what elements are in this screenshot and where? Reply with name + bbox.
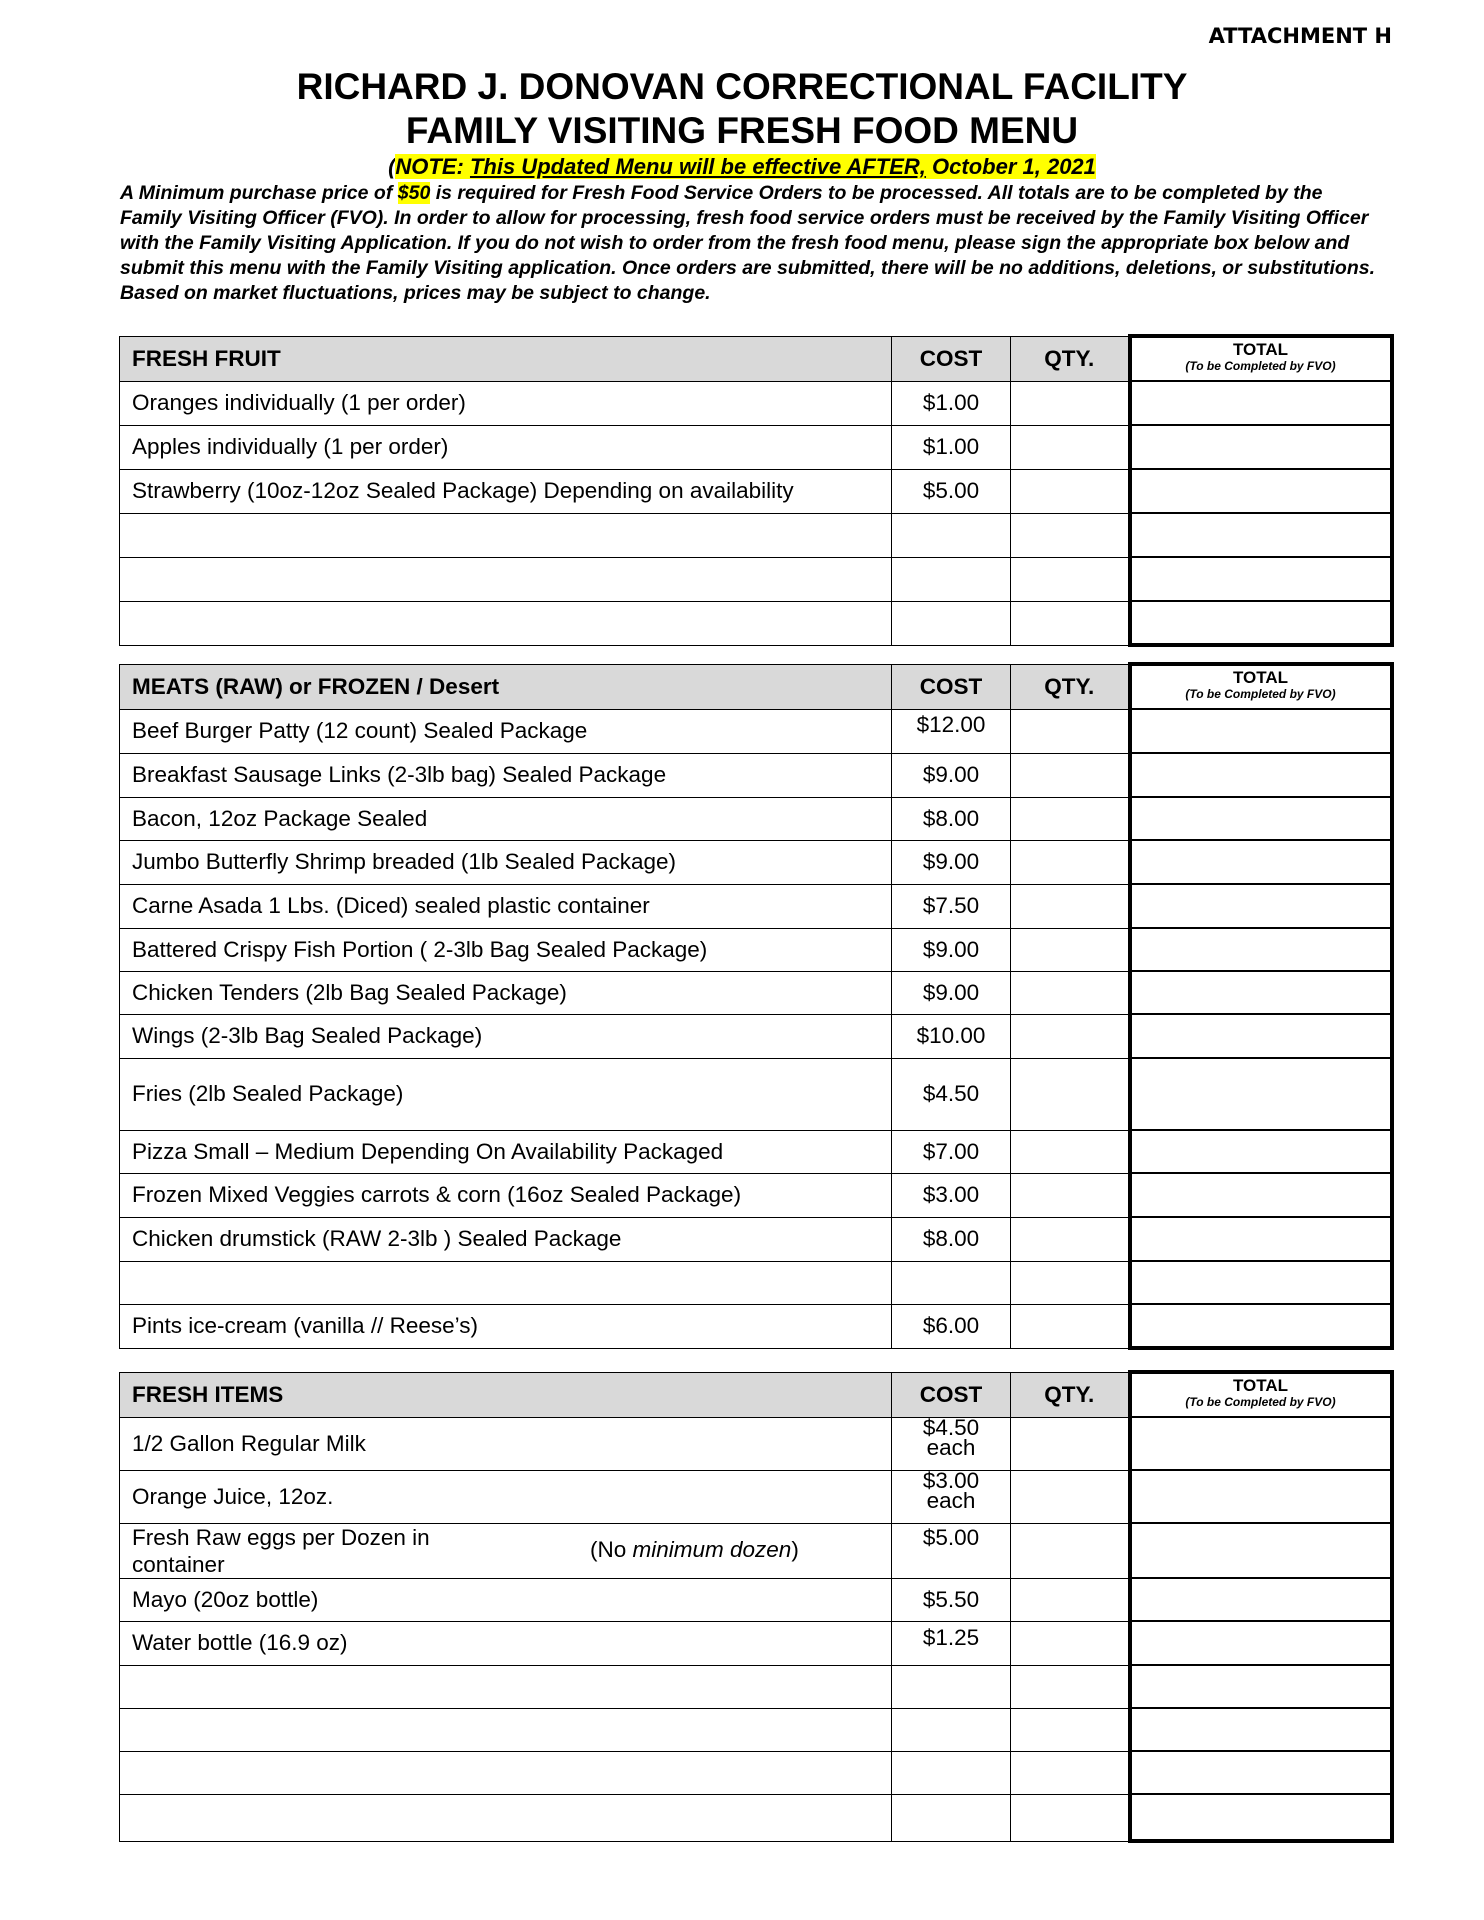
total-field[interactable] bbox=[1130, 425, 1392, 469]
table-row bbox=[120, 1217, 1392, 1261]
item-cost: $5.00 bbox=[892, 1523, 1011, 1578]
total-field[interactable] bbox=[1130, 1621, 1392, 1665]
total-field[interactable] bbox=[1130, 1130, 1392, 1173]
item-name: Carne Asada 1 Lbs. (Diced) sealed plastic container bbox=[120, 884, 892, 928]
table-row bbox=[120, 753, 1392, 797]
section-heading: MEATS (RAW) or FROZEN / Desert bbox=[120, 664, 892, 709]
qty-field[interactable] bbox=[1011, 1130, 1130, 1173]
table-row bbox=[120, 469, 1392, 513]
item-name: Strawberry (10oz-12oz Sealed Package) Depending on availability bbox=[120, 469, 892, 513]
facility-title: RICHARD J. DONOVAN CORRECTIONAL FACILITY bbox=[296, 66, 1188, 107]
total-field[interactable] bbox=[1130, 753, 1392, 797]
qty-field[interactable] bbox=[1011, 1523, 1130, 1578]
item-cost: $8.00 bbox=[892, 1217, 1011, 1261]
total-column-header: TOTAL (To be Completed by FVO) bbox=[1130, 1372, 1392, 1417]
total-field[interactable] bbox=[1130, 1470, 1392, 1523]
item-cost: $6.00 bbox=[892, 1304, 1011, 1348]
item-cost: $3.00 each bbox=[892, 1470, 1011, 1523]
item-name: Water bottle (16.9 oz) bbox=[120, 1621, 892, 1665]
qty-field[interactable] bbox=[1011, 884, 1130, 928]
item-cost: $5.50 bbox=[892, 1578, 1011, 1621]
item-name: Breakfast Sausage Links (2-3lb bag) Sealed Package bbox=[120, 753, 892, 797]
table-row bbox=[120, 425, 1392, 469]
item-name: Bacon, 12oz Package Sealed bbox=[120, 797, 892, 840]
qty-field[interactable] bbox=[1011, 797, 1130, 840]
total-field[interactable] bbox=[1130, 1578, 1392, 1621]
qty-field[interactable] bbox=[1011, 928, 1130, 971]
total-field[interactable] bbox=[1130, 1523, 1392, 1578]
qty-field[interactable] bbox=[1011, 709, 1130, 753]
table-row bbox=[120, 1578, 1392, 1621]
qty-field[interactable] bbox=[1011, 1217, 1130, 1261]
empty-row bbox=[120, 513, 1392, 557]
item-cost: $7.00 bbox=[892, 1130, 1011, 1173]
item-name: Oranges individually (1 per order) bbox=[120, 381, 892, 425]
item-cost: $5.00 bbox=[892, 469, 1011, 513]
section-heading: FRESH ITEMS bbox=[120, 1372, 892, 1417]
cost-column-header: COST bbox=[892, 336, 1011, 381]
qty-field[interactable] bbox=[1011, 971, 1130, 1014]
item-cost: $3.00 bbox=[892, 1173, 1011, 1217]
qty-field[interactable] bbox=[1011, 557, 1130, 601]
total-field[interactable] bbox=[1130, 1058, 1392, 1130]
table-row bbox=[120, 928, 1392, 971]
table-header-row bbox=[120, 1372, 1392, 1417]
table-row bbox=[120, 840, 1392, 884]
egg-minimum-note: (No minimum dozen) bbox=[590, 1536, 799, 1562]
item-cost: $4.50 bbox=[892, 1058, 1011, 1130]
empty-row bbox=[120, 601, 1392, 645]
qty-field[interactable] bbox=[1011, 1261, 1130, 1304]
table-row bbox=[120, 1014, 1392, 1058]
meats-frozen-table bbox=[119, 662, 1394, 1350]
total-field[interactable] bbox=[1130, 557, 1392, 601]
table-row bbox=[120, 709, 1392, 753]
total-field[interactable] bbox=[1130, 1751, 1392, 1794]
item-name: Apples individually (1 per order) bbox=[120, 425, 892, 469]
item-name: Pints ice-cream (vanilla // Reese’s) bbox=[120, 1304, 892, 1348]
qty-field[interactable] bbox=[1011, 601, 1130, 645]
qty-field[interactable] bbox=[1011, 1014, 1130, 1058]
item-cost: $1.25 bbox=[892, 1621, 1011, 1665]
item-cost: $9.00 bbox=[892, 928, 1011, 971]
item-cost: $8.00 bbox=[892, 797, 1011, 840]
qty-field[interactable] bbox=[1011, 1794, 1130, 1841]
attachment-label: ATTACHMENT H bbox=[1208, 24, 1392, 48]
total-field[interactable] bbox=[1130, 971, 1392, 1014]
table-row bbox=[120, 971, 1392, 1014]
qty-field[interactable] bbox=[1011, 1578, 1130, 1621]
item-cost: $12.00 bbox=[892, 709, 1011, 753]
qty-field[interactable] bbox=[1011, 1304, 1130, 1348]
total-field[interactable] bbox=[1130, 469, 1392, 513]
item-name: Jumbo Butterfly Shrimp breaded (1lb Sealed Package) bbox=[120, 840, 892, 884]
table-row bbox=[120, 797, 1392, 840]
table-header-row bbox=[120, 336, 1392, 381]
cost-column-header: COST bbox=[892, 664, 1011, 709]
table-row bbox=[120, 381, 1392, 425]
table-row bbox=[120, 1523, 1392, 1578]
table-row bbox=[120, 1304, 1392, 1348]
item-cost: $4.50 each bbox=[892, 1417, 1011, 1470]
total-field[interactable] bbox=[1130, 601, 1392, 645]
qty-field[interactable] bbox=[1011, 381, 1130, 425]
total-field[interactable] bbox=[1130, 797, 1392, 840]
table-header-row bbox=[120, 664, 1392, 709]
table-row bbox=[120, 1470, 1392, 1523]
minimum-amount-highlight: $50 bbox=[397, 182, 431, 204]
item-name: Chicken Tenders (2lb Bag Sealed Package) bbox=[120, 971, 892, 1014]
fresh-items-table bbox=[119, 1370, 1394, 1843]
menu-title: FAMILY VISITING FRESH FOOD MENU bbox=[405, 110, 1079, 151]
item-cost: $1.00 bbox=[892, 381, 1011, 425]
empty-row bbox=[120, 1794, 1392, 1841]
item-cost: $1.00 bbox=[892, 425, 1011, 469]
item-name: Beef Burger Patty (12 count) Sealed Package bbox=[120, 709, 892, 753]
item-name: Mayo (20oz bottle) bbox=[120, 1578, 892, 1621]
item-name: Fries (2lb Sealed Package) bbox=[120, 1058, 892, 1130]
empty-row bbox=[120, 557, 1392, 601]
item-name: Battered Crispy Fish Portion ( 2-3lb Bag Sealed Package) bbox=[120, 928, 892, 971]
qty-field[interactable] bbox=[1011, 1173, 1130, 1217]
total-field[interactable] bbox=[1130, 381, 1392, 425]
cost-column-header: COST bbox=[892, 1372, 1011, 1417]
item-name: Chicken drumstick (RAW 2-3lb ) Sealed Package bbox=[120, 1217, 892, 1261]
total-field[interactable] bbox=[1130, 513, 1392, 557]
item-name: 1/2 Gallon Regular Milk bbox=[120, 1417, 892, 1470]
item-name: Pizza Small – Medium Depending On Availability Packaged bbox=[120, 1130, 892, 1173]
instructions-paragraph: A Minimum purchase price of $50 is required for Fresh Food Service Orders to be processed. All totals are to be completed by the Family Visiting Officer (FVO). In order to allow for processing, fresh food service orders must be received by the Family Visiting Officer with the Family Visiting Application. If you do not wish to order from the fresh food menu, please sign the appropriate box below and submit this menu with the Family Visiting application. Once orders are submitted, there will be no additions, deletions, or substitutions. Based on market fluctuations, prices may be subject to change. bbox=[120, 182, 1376, 304]
item-name: Orange Juice, 12oz. bbox=[120, 1470, 892, 1523]
table-row bbox=[120, 1621, 1392, 1665]
empty-row bbox=[120, 1261, 1392, 1304]
table-row bbox=[120, 1417, 1392, 1470]
table-row bbox=[120, 1058, 1392, 1130]
total-field[interactable] bbox=[1130, 1708, 1392, 1751]
item-cost: $9.00 bbox=[892, 753, 1011, 797]
qty-field[interactable] bbox=[1011, 1470, 1130, 1523]
item-name: Fresh Raw eggs per Dozen in container (No minimum dozen) bbox=[120, 1523, 892, 1578]
qty-field[interactable] bbox=[1011, 469, 1130, 513]
qty-field[interactable] bbox=[1011, 1708, 1130, 1751]
item-cost: $9.00 bbox=[892, 840, 1011, 884]
qty-field[interactable] bbox=[1011, 840, 1130, 884]
total-field[interactable] bbox=[1130, 1014, 1392, 1058]
total-field[interactable] bbox=[1130, 709, 1392, 753]
qty-field[interactable] bbox=[1011, 1621, 1130, 1665]
qty-field[interactable] bbox=[1011, 1417, 1130, 1470]
table-row bbox=[120, 884, 1392, 928]
item-cost: $10.00 bbox=[892, 1014, 1011, 1058]
total-field[interactable] bbox=[1130, 1794, 1392, 1841]
fresh-fruit-table bbox=[119, 334, 1394, 647]
empty-row bbox=[120, 1665, 1392, 1708]
total-field[interactable] bbox=[1130, 840, 1392, 884]
effective-date-note: (NOTE: This Updated Menu will be effective AFTER, October 1, 2021 bbox=[388, 154, 1096, 179]
qty-field[interactable] bbox=[1011, 513, 1130, 557]
qty-column-header: QTY. bbox=[1011, 1372, 1130, 1417]
total-field[interactable] bbox=[1130, 1217, 1392, 1261]
total-field[interactable] bbox=[1130, 928, 1392, 971]
total-field[interactable] bbox=[1130, 884, 1392, 928]
item-cost: $9.00 bbox=[892, 971, 1011, 1014]
empty-row bbox=[120, 1708, 1392, 1751]
qty-field[interactable] bbox=[1011, 1058, 1130, 1130]
section-heading: FRESH FRUIT bbox=[120, 336, 892, 381]
item-name: Frozen Mixed Veggies carrots & corn (16oz Sealed Package) bbox=[120, 1173, 892, 1217]
table-row bbox=[120, 1173, 1392, 1217]
empty-row bbox=[120, 1751, 1392, 1794]
total-column-header: TOTAL (To be Completed by FVO) bbox=[1130, 664, 1392, 709]
total-field[interactable] bbox=[1130, 1304, 1392, 1348]
item-name: Wings (2-3lb Bag Sealed Package) bbox=[120, 1014, 892, 1058]
qty-field[interactable] bbox=[1011, 753, 1130, 797]
qty-column-header: QTY. bbox=[1011, 664, 1130, 709]
item-cost: $7.50 bbox=[892, 884, 1011, 928]
table-row bbox=[120, 1130, 1392, 1173]
qty-field[interactable] bbox=[1011, 1751, 1130, 1794]
total-field[interactable] bbox=[1130, 1173, 1392, 1217]
qty-column-header: QTY. bbox=[1011, 336, 1130, 381]
total-field[interactable] bbox=[1130, 1665, 1392, 1708]
qty-field[interactable] bbox=[1011, 1665, 1130, 1708]
total-field[interactable] bbox=[1130, 1261, 1392, 1304]
total-column-header: TOTAL (To be Completed by FVO) bbox=[1130, 336, 1392, 381]
qty-field[interactable] bbox=[1011, 425, 1130, 469]
total-field[interactable] bbox=[1130, 1417, 1392, 1470]
